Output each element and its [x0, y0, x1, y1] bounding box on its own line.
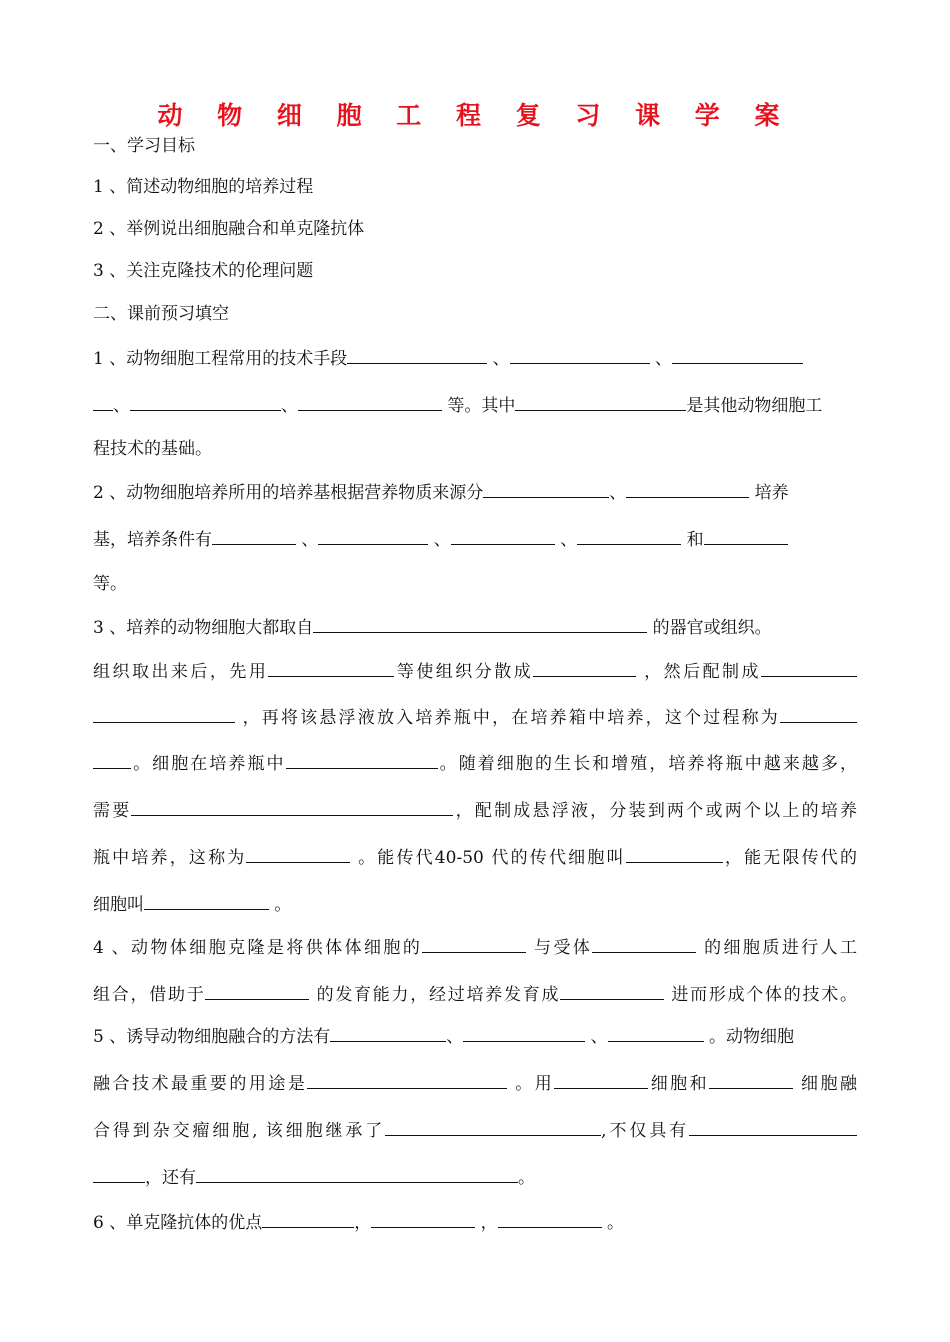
- line-text: 、: [113, 396, 130, 416]
- line-text: 是其他动物细胞工: [686, 396, 823, 416]
- line-text: 的发育能力，经过培养发育成: [309, 985, 561, 1005]
- answer-blank[interactable]: [451, 525, 555, 545]
- objective-item: 1 、简述动物细胞的培养过程: [93, 177, 314, 197]
- line-text: 等。: [93, 574, 127, 594]
- answer-blank[interactable]: [196, 1163, 518, 1183]
- line-text: 细胞和: [648, 1074, 710, 1094]
- answer-blank[interactable]: [672, 344, 803, 364]
- answer-blank[interactable]: [371, 1208, 475, 1228]
- line-text: 培养: [749, 483, 789, 503]
- text-line: [93, 302, 857, 326]
- answer-blank[interactable]: [626, 478, 749, 498]
- answer-blank[interactable]: [347, 344, 487, 364]
- line-text: ，配制成悬浮液，分装到两个或两个以上的培养: [453, 801, 858, 821]
- line-text: 基，培养条件有: [93, 530, 212, 550]
- line-text: 等。其中: [442, 396, 516, 416]
- text-line: [93, 749, 857, 773]
- line-text: 、: [428, 530, 451, 550]
- text-line: [93, 1069, 857, 1093]
- line-text: 、: [281, 396, 298, 416]
- answer-blank[interactable]: [130, 391, 281, 411]
- answer-blank[interactable]: [93, 1163, 145, 1183]
- answer-blank[interactable]: [268, 657, 394, 677]
- answer-blank[interactable]: [463, 1022, 585, 1042]
- text-line: [93, 933, 857, 957]
- answer-blank[interactable]: [286, 749, 438, 769]
- line-text: 。细胞在培养瓶中: [131, 754, 286, 774]
- answer-blank[interactable]: [318, 525, 428, 545]
- line-text: 程技术的基础。: [93, 439, 212, 459]
- text-line: [93, 259, 857, 283]
- answer-blank[interactable]: [510, 344, 650, 364]
- text-line: [93, 525, 857, 549]
- text-line: [93, 890, 857, 914]
- text-line: [93, 391, 857, 415]
- answer-blank[interactable]: [554, 1069, 648, 1089]
- text-line: [93, 1208, 857, 1232]
- answer-blank[interactable]: [608, 1022, 704, 1042]
- answer-blank[interactable]: [761, 657, 857, 677]
- answer-blank[interactable]: [330, 1022, 446, 1042]
- line-text: 、: [609, 483, 627, 503]
- answer-blank[interactable]: [93, 749, 131, 769]
- line-text: ，: [475, 1213, 498, 1233]
- page-title: 动 物 细 胞 工 程 复 习 课 学 案: [157, 101, 793, 130]
- text-line: [93, 796, 857, 820]
- line-text: 的细胞质进行人工: [696, 938, 857, 958]
- line-text: 组合，借助于: [93, 985, 206, 1005]
- line-text: 与受体: [526, 938, 593, 958]
- answer-blank[interactable]: [144, 890, 269, 910]
- line-text: 6 、单克隆抗体的优点: [93, 1213, 263, 1233]
- text-line: [93, 703, 857, 727]
- line-text: 4 、动物体细胞克隆是将供体体细胞的: [93, 938, 423, 958]
- line-text: 组织取出来后，先用: [93, 662, 269, 682]
- text-line: [93, 217, 857, 241]
- text-line: [93, 613, 857, 637]
- line-text: ，能无限传代的: [722, 848, 857, 868]
- text-line: [93, 437, 857, 461]
- line-text: 等使组织分散成: [394, 662, 534, 682]
- objective-item: 2 、举例说出细胞融合和单克隆抗体: [93, 219, 365, 239]
- answer-blank[interactable]: [246, 843, 350, 863]
- line-text: 、: [554, 530, 578, 550]
- line-text: 。能传代40-50 代的传代细胞叫: [350, 848, 626, 868]
- answer-blank[interactable]: [313, 613, 647, 633]
- text-line: [93, 344, 857, 368]
- line-text: 进而形成个体的技术。: [664, 985, 858, 1005]
- text-line: [93, 572, 857, 596]
- answer-blank[interactable]: [307, 1069, 507, 1089]
- line-text: 需要: [93, 801, 132, 821]
- line-text: ,不仅具有: [601, 1121, 690, 1141]
- line-text: 合得到杂交瘤细胞, 该细胞继承了: [93, 1121, 386, 1141]
- answer-blank[interactable]: [704, 525, 788, 545]
- line-text: 2 、动物细胞培养所用的培养基根据营养物质来源分: [93, 483, 484, 503]
- text-line: [93, 657, 857, 681]
- answer-blank[interactable]: [515, 391, 686, 411]
- line-text: 融合技术最重要的用途是: [93, 1074, 308, 1094]
- line-text: 、: [487, 349, 510, 369]
- text-line: [93, 1022, 857, 1046]
- line-text: 、: [585, 1027, 608, 1047]
- line-text: 、: [296, 530, 319, 550]
- answer-blank[interactable]: [689, 1116, 857, 1136]
- answer-blank[interactable]: [498, 1208, 602, 1228]
- answer-blank[interactable]: [93, 703, 235, 723]
- line-text: 和: [681, 530, 704, 550]
- line-text: 。: [518, 1168, 535, 1188]
- answer-blank[interactable]: [205, 980, 309, 1000]
- line-text: 5 、诱导动物细胞融合的方法有: [93, 1027, 331, 1047]
- line-text: 。: [601, 1213, 625, 1233]
- answer-blank[interactable]: [422, 933, 526, 953]
- text-line: [93, 134, 857, 158]
- answer-blank[interactable]: [385, 1116, 601, 1136]
- text-line: [93, 478, 857, 502]
- answer-blank[interactable]: [577, 525, 681, 545]
- answer-blank[interactable]: [212, 525, 296, 545]
- line-text: 细胞融: [793, 1074, 858, 1094]
- section-heading: 二、课前预习填空: [93, 304, 229, 324]
- line-text: 。用: [507, 1074, 555, 1094]
- line-text: 3 、培养的动物细胞大都取自: [93, 618, 314, 638]
- line-text: 1 、动物细胞工程常用的技术手段: [93, 349, 348, 369]
- line-text: 。: [269, 895, 292, 915]
- answer-blank[interactable]: [298, 391, 442, 411]
- line-text: 的器官或组织。: [647, 618, 772, 638]
- answer-blank[interactable]: [560, 980, 664, 1000]
- line-text: 细胞叫: [93, 895, 144, 915]
- line-text: ，再将该悬浮液放入培养瓶中，在培养箱中培养，这个过程称为: [235, 708, 780, 728]
- line-text: 瓶中培养，这称为: [93, 848, 247, 868]
- answer-blank[interactable]: [131, 796, 453, 816]
- section-heading: 一、学习目标: [93, 136, 195, 156]
- line-text: ，还有: [145, 1168, 196, 1188]
- line-text: 。动物细胞: [703, 1027, 795, 1047]
- line-text: ，然后配制成: [636, 662, 762, 682]
- text-line: [93, 175, 857, 199]
- line-text: 、: [446, 1027, 464, 1047]
- text-line: [93, 980, 857, 1004]
- line-text: ，: [354, 1213, 372, 1233]
- text-line: [93, 1163, 857, 1187]
- line-text: 、: [649, 349, 673, 369]
- answer-blank[interactable]: [780, 703, 857, 723]
- answer-blank[interactable]: [533, 657, 636, 677]
- objective-item: 3 、关注克隆技术的伦理问题: [93, 261, 314, 281]
- answer-blank[interactable]: [262, 1208, 354, 1228]
- text-line: [93, 843, 857, 867]
- line-text: 。随着细胞的生长和增殖，培养将瓶中越来越多，: [437, 754, 858, 774]
- answer-blank[interactable]: [592, 933, 696, 953]
- answer-blank[interactable]: [93, 391, 113, 411]
- answer-blank[interactable]: [483, 478, 609, 498]
- answer-blank[interactable]: [709, 1069, 793, 1089]
- text-line: [93, 1116, 857, 1140]
- answer-blank[interactable]: [626, 843, 723, 863]
